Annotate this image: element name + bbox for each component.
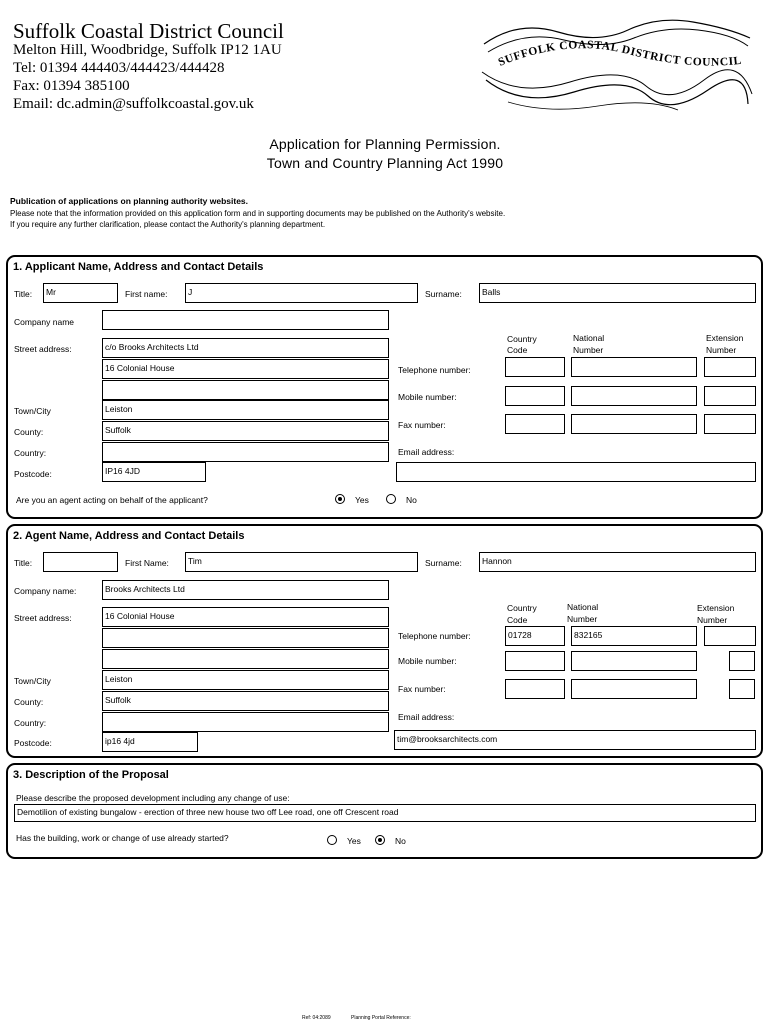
agent-no-label: No bbox=[406, 495, 417, 505]
agent-mobile-extension-field[interactable] bbox=[729, 651, 755, 671]
agent-postcode-field[interactable]: ip16 4jd bbox=[102, 732, 198, 752]
form-title-line1: Application for Planning Permission. bbox=[269, 136, 501, 152]
agent-section-heading: 2. Agent Name, Address and Contact Details bbox=[13, 530, 245, 542]
agent-surname-field[interactable]: Hannon bbox=[479, 552, 756, 572]
applicant-country-field[interactable] bbox=[102, 442, 389, 462]
applicant-fax-extension-field[interactable] bbox=[704, 414, 756, 434]
council-fax: Fax: 01394 385100 bbox=[13, 78, 130, 94]
applicant-telephone-label: Telephone number: bbox=[398, 365, 471, 375]
agent-country-code-heading-2: Code bbox=[507, 615, 528, 625]
agent-national-heading-1: National bbox=[567, 602, 599, 612]
proposal-description-field[interactable]: Demotilion of existing bungalow - erection of three new house two off Lee road, one off Crescent road bbox=[14, 804, 756, 822]
agent-fax-label: Fax number: bbox=[398, 684, 446, 694]
agent-extension-heading-2: Number bbox=[697, 615, 728, 625]
applicant-surname-field[interactable]: Balls bbox=[479, 283, 756, 303]
agent-mobile-country-field[interactable] bbox=[505, 651, 565, 671]
applicant-fax-country-field[interactable] bbox=[505, 414, 565, 434]
agent-town-field[interactable]: Leiston bbox=[102, 670, 389, 690]
agent-no-radio[interactable] bbox=[386, 494, 396, 504]
agent-title-label: Title: bbox=[14, 558, 33, 568]
agent-country-label: Country: bbox=[14, 718, 47, 728]
agent-street-field-3[interactable] bbox=[102, 649, 389, 669]
council-email: Email: dc.admin@suffolkcoastal.gov.uk bbox=[13, 96, 254, 112]
applicant-title-field[interactable]: Mr bbox=[43, 283, 118, 303]
applicant-mobile-label: Mobile number: bbox=[398, 392, 457, 402]
applicant-mobile-extension-field[interactable] bbox=[704, 386, 756, 406]
logo-text: SUFFOLK COASTAL DISTRICT COUNCIL bbox=[496, 39, 743, 69]
applicant-firstname-label: First name: bbox=[125, 289, 168, 299]
applicant-postcode-field[interactable]: IP16 4JD bbox=[102, 462, 206, 482]
agent-email-field[interactable]: tim@brooksarchitects.com bbox=[394, 730, 756, 750]
agent-fax-country-field[interactable] bbox=[505, 679, 565, 699]
footer-portal-reference: Planning Portal Reference: bbox=[351, 1015, 411, 1021]
applicant-street-label: Street address: bbox=[14, 344, 72, 354]
applicant-country-label: Country: bbox=[14, 448, 47, 458]
agent-postcode-label: Postcode: bbox=[14, 738, 52, 748]
applicant-national-heading-1: National bbox=[573, 333, 605, 343]
applicant-telephone-national-field[interactable] bbox=[571, 357, 697, 377]
agent-yes-radio[interactable] bbox=[335, 494, 345, 504]
agent-town-label: Town/City bbox=[14, 676, 51, 686]
works-started-question: Has the building, work or change of use already started? bbox=[16, 833, 229, 843]
applicant-mobile-country-field[interactable] bbox=[505, 386, 565, 406]
agent-country-field[interactable] bbox=[102, 712, 389, 732]
agent-mobile-label: Mobile number: bbox=[398, 656, 457, 666]
applicant-fax-national-field[interactable] bbox=[571, 414, 697, 434]
applicant-fax-label: Fax number: bbox=[398, 420, 446, 430]
agent-national-heading-2: Number bbox=[567, 614, 598, 624]
publication-heading: Publication of applications on planning authority websites. bbox=[10, 196, 249, 206]
agent-country-code-heading-1: Country bbox=[507, 603, 537, 613]
agent-yes-label: Yes bbox=[355, 495, 369, 505]
publication-note-2: If you require any further clarification, please contact the Authority's planning department. bbox=[10, 220, 326, 229]
agent-extension-heading-1: Extension bbox=[697, 603, 735, 613]
applicant-section-heading: 1. Applicant Name, Address and Contact Details bbox=[13, 261, 264, 273]
council-name: Suffolk Coastal District Council bbox=[13, 19, 284, 43]
agent-fax-national-field[interactable] bbox=[571, 679, 697, 699]
agent-telephone-label: Telephone number: bbox=[398, 631, 471, 641]
applicant-county-label: County: bbox=[14, 427, 44, 437]
agent-county-field[interactable]: Suffolk bbox=[102, 691, 389, 711]
agent-street-field-1[interactable]: 16 Colonial House bbox=[102, 607, 389, 627]
applicant-telephone-country-field[interactable] bbox=[505, 357, 565, 377]
applicant-street-field-1[interactable]: c/o Brooks Architects Ltd bbox=[102, 338, 389, 358]
agent-fax-extension-field[interactable] bbox=[729, 679, 755, 699]
applicant-email-label: Email address: bbox=[398, 447, 455, 457]
agent-question: Are you an agent acting on behalf of the applicant? bbox=[16, 495, 208, 505]
applicant-street-field-3[interactable] bbox=[102, 380, 389, 400]
agent-company-field[interactable]: Brooks Architects Ltd bbox=[102, 580, 389, 600]
applicant-county-field[interactable]: Suffolk bbox=[102, 421, 389, 441]
agent-street-label: Street address: bbox=[14, 613, 72, 623]
applicant-title-label: Title: bbox=[14, 289, 33, 299]
agent-street-field-2[interactable] bbox=[102, 628, 389, 648]
applicant-town-field[interactable]: Leiston bbox=[102, 400, 389, 420]
started-yes-label: Yes bbox=[347, 836, 361, 846]
applicant-extension-heading-2: Number bbox=[706, 345, 737, 355]
applicant-postcode-label: Postcode: bbox=[14, 469, 52, 479]
applicant-country-code-heading-2: Code bbox=[507, 345, 528, 355]
agent-mobile-national-field[interactable] bbox=[571, 651, 697, 671]
agent-surname-label: Surname: bbox=[425, 558, 462, 568]
agent-telephone-national-field[interactable]: 832165 bbox=[571, 626, 697, 646]
started-no-label: No bbox=[395, 836, 406, 846]
applicant-firstname-field[interactable]: J bbox=[185, 283, 418, 303]
form-title-line2: Town and Country Planning Act 1990 bbox=[266, 155, 504, 171]
agent-firstname-label: First Name: bbox=[125, 558, 169, 568]
applicant-company-field[interactable] bbox=[102, 310, 389, 330]
agent-company-label: Company name: bbox=[14, 586, 77, 596]
proposal-section-heading: 3. Description of the Proposal bbox=[13, 769, 169, 781]
agent-telephone-country-field[interactable]: 01728 bbox=[505, 626, 565, 646]
started-no-radio[interactable] bbox=[375, 835, 385, 845]
agent-county-label: County: bbox=[14, 697, 44, 707]
agent-firstname-field[interactable]: Tim bbox=[185, 552, 418, 572]
applicant-national-heading-2: Number bbox=[573, 345, 604, 355]
council-logo bbox=[478, 10, 756, 118]
applicant-company-label: Company name bbox=[14, 317, 75, 327]
footer-ref: Ref: 04:2089 bbox=[302, 1015, 331, 1021]
applicant-mobile-national-field[interactable] bbox=[571, 386, 697, 406]
agent-telephone-extension-field[interactable] bbox=[704, 626, 756, 646]
applicant-surname-label: Surname: bbox=[425, 289, 462, 299]
agent-title-field[interactable] bbox=[43, 552, 118, 572]
council-tel: Tel: 01394 444403/444423/444428 bbox=[13, 60, 225, 76]
svg-text:SUFFOLK COASTAL DISTRICT COUNC bbox=[497, 39, 743, 69]
applicant-email-field[interactable] bbox=[396, 462, 756, 482]
applicant-telephone-extension-field[interactable] bbox=[704, 357, 756, 377]
proposal-prompt: Please describe the proposed development including any change of use: bbox=[16, 793, 290, 803]
council-address: Melton Hill, Woodbridge, Suffolk IP12 1AU bbox=[13, 42, 282, 58]
applicant-street-field-2[interactable]: 16 Colonial House bbox=[102, 359, 389, 379]
applicant-extension-heading-1: Extension bbox=[706, 333, 744, 343]
applicant-country-code-heading-1: Country bbox=[507, 334, 537, 344]
agent-email-label: Email address: bbox=[398, 712, 455, 722]
publication-note-1: Please note that the information provided on this application form and in supporting documents may be published on the Authority's website. bbox=[10, 209, 506, 218]
applicant-town-label: Town/City bbox=[14, 406, 51, 416]
started-yes-radio[interactable] bbox=[327, 835, 337, 845]
